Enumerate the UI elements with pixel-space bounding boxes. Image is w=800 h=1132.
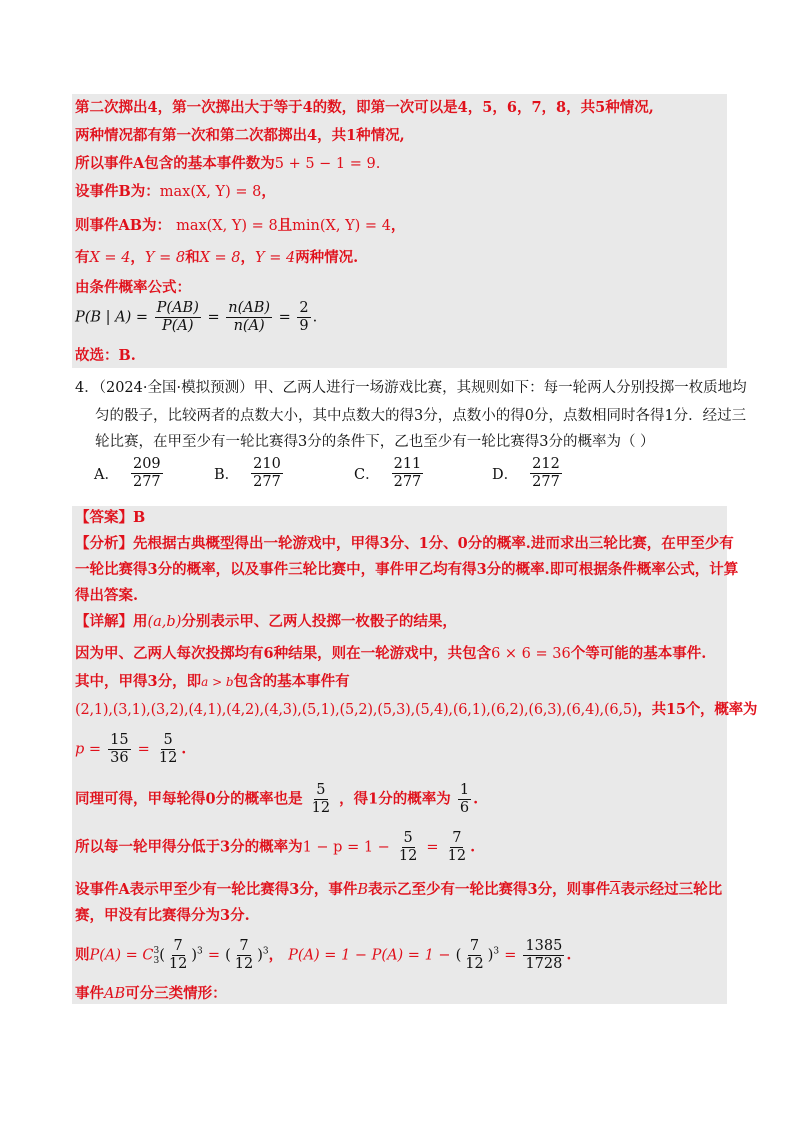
detail-line-events: 设事件A表示甲至少有一轮比赛得3分，事件B表示乙至少有一轮比赛得3分，则事件$\overline{A}$表示经过三轮比 xyxy=(75,881,723,898)
solution-line-1: 第二次掷出4，第一次掷出大于等于4的数，即第一次可以是4，5，6，7，8，共5种情况, xyxy=(75,99,654,116)
detail-line-pa: 则P(A) = C 3 3 ( $\frac{7}{12}$ )$^3$ = ( $\frac{7}{12}$ )$^3$， P(A) = 1 − P(A) = 1 − ( $\frac{7}{12}$ )$^3$ = $\frac{1385}{1728}$ . xyxy=(75,938,572,972)
choice-a: A． $\frac{209}{277}$ xyxy=(94,456,161,490)
question-4-line-2: 匀的骰子，比较两者的点数大小，其中点数大的得3分，点数小的得0分，点数相同时各得1分．经过三 xyxy=(95,408,747,424)
solution-line-4: 设事件B为：max(X, Y) = 8， xyxy=(75,183,276,200)
detail-line-p: p = $\frac{15}{36}$ = $\frac{5}{12}$ . xyxy=(75,732,187,766)
question-4-line-1: 4．（2024·全国·模拟预测）甲、乙两人进行一场游戏比赛，其规则如下：每一轮两人分别投掷一枚质地均 xyxy=(75,380,747,396)
detail-line-pairs: (2,1),(3,1),(3,2),(4,1),(4,2),(4,3),(5,1),(5,2),(5,3),(5,4),(6,1),(6,2),(6,3),(6,4),(6,5)，共15个，概率为 xyxy=(75,701,758,718)
detail-line-3: 其中，甲得3分，即a > b包含的基本事件有 xyxy=(75,673,350,690)
question-4-line-3: 轮比赛，在甲至少有一轮比赛得3分的条件下，乙也至少有一轮比赛得3分的概率为（ ） xyxy=(95,434,655,450)
analysis-line-1: 【分析】先根据古典概型得出一轮游戏中，甲得3分、1分、0分的概率.进而求出三轮比赛，在甲至少有 xyxy=(75,535,734,552)
detail-line-same: 同理可得，甲每轮得0分的概率也是 $\frac{5}{12}$ ，得1分的概率为 $\frac{1}{6}$ . xyxy=(75,782,479,816)
solution-line-6: 有X = 4，Y = 8和X = 8，Y = 4两种情况. xyxy=(75,249,359,266)
solution-line-7: 由条件概率公式： xyxy=(75,279,191,296)
solution-line-5: 则事件AB为： max(X, Y) = 8且min(X, Y) = 4， xyxy=(75,217,406,234)
analysis-line-3: 得出答案. xyxy=(75,587,139,604)
solution-line-2: 两种情况都有第一次和第二次都掷出4，共1种情况, xyxy=(75,127,405,144)
detail-line-events-2: 赛，甲没有比赛得分为3分. xyxy=(75,907,250,924)
choice-c: C． $\frac{211}{277}$ xyxy=(354,456,422,490)
answer-choice-line: 故选：B. xyxy=(75,347,136,364)
fraction-pab-pa: $\frac{P(AB)}{P(A)}$ xyxy=(156,300,199,334)
detail-line-2: 因为甲、乙两人每次投掷均有6种结果，则在一轮游戏中，共包含6 × 6 = 36个等可能的基本事件. xyxy=(75,645,707,662)
choice-b: B． $\frac{210}{277}$ xyxy=(214,456,281,490)
detail-line-1: 【详解】用(a,b)分别表示甲、乙两人投掷一枚骰子的结果， xyxy=(75,613,457,630)
choice-d: D． $\frac{212}{277}$ xyxy=(492,456,560,490)
detail-line-lower: 所以每一轮甲得分低于3分的概率为1 − p = 1 − $\frac{5}{12}$ = $\frac{7}{12}$ . xyxy=(75,830,476,864)
conditional-probability-formula: P(B | A) = $\frac{P(AB)}{P(A)}$ = $\frac{n(AB)}{n(A)}$ = $\frac{2}{9}$ . xyxy=(75,300,318,334)
fraction-2-9: $\frac{2}{9}$ xyxy=(299,300,309,334)
detail-line-ab: 事件AB可分三类情形： xyxy=(75,985,227,1002)
analysis-line-2: 一轮比赛得3分的概率，以及事件三轮比赛中，事件甲乙均有得3分的概率.即可根据条件概率公式，计算 xyxy=(75,561,739,578)
answer-label: 【答案】B xyxy=(75,509,146,526)
solution-line-3: 所以事件A包含的基本事件数为5 + 5 − 1 = 9. xyxy=(75,155,381,172)
fraction-nab-na: $\frac{n(AB)}{n(A)}$ xyxy=(228,300,271,334)
